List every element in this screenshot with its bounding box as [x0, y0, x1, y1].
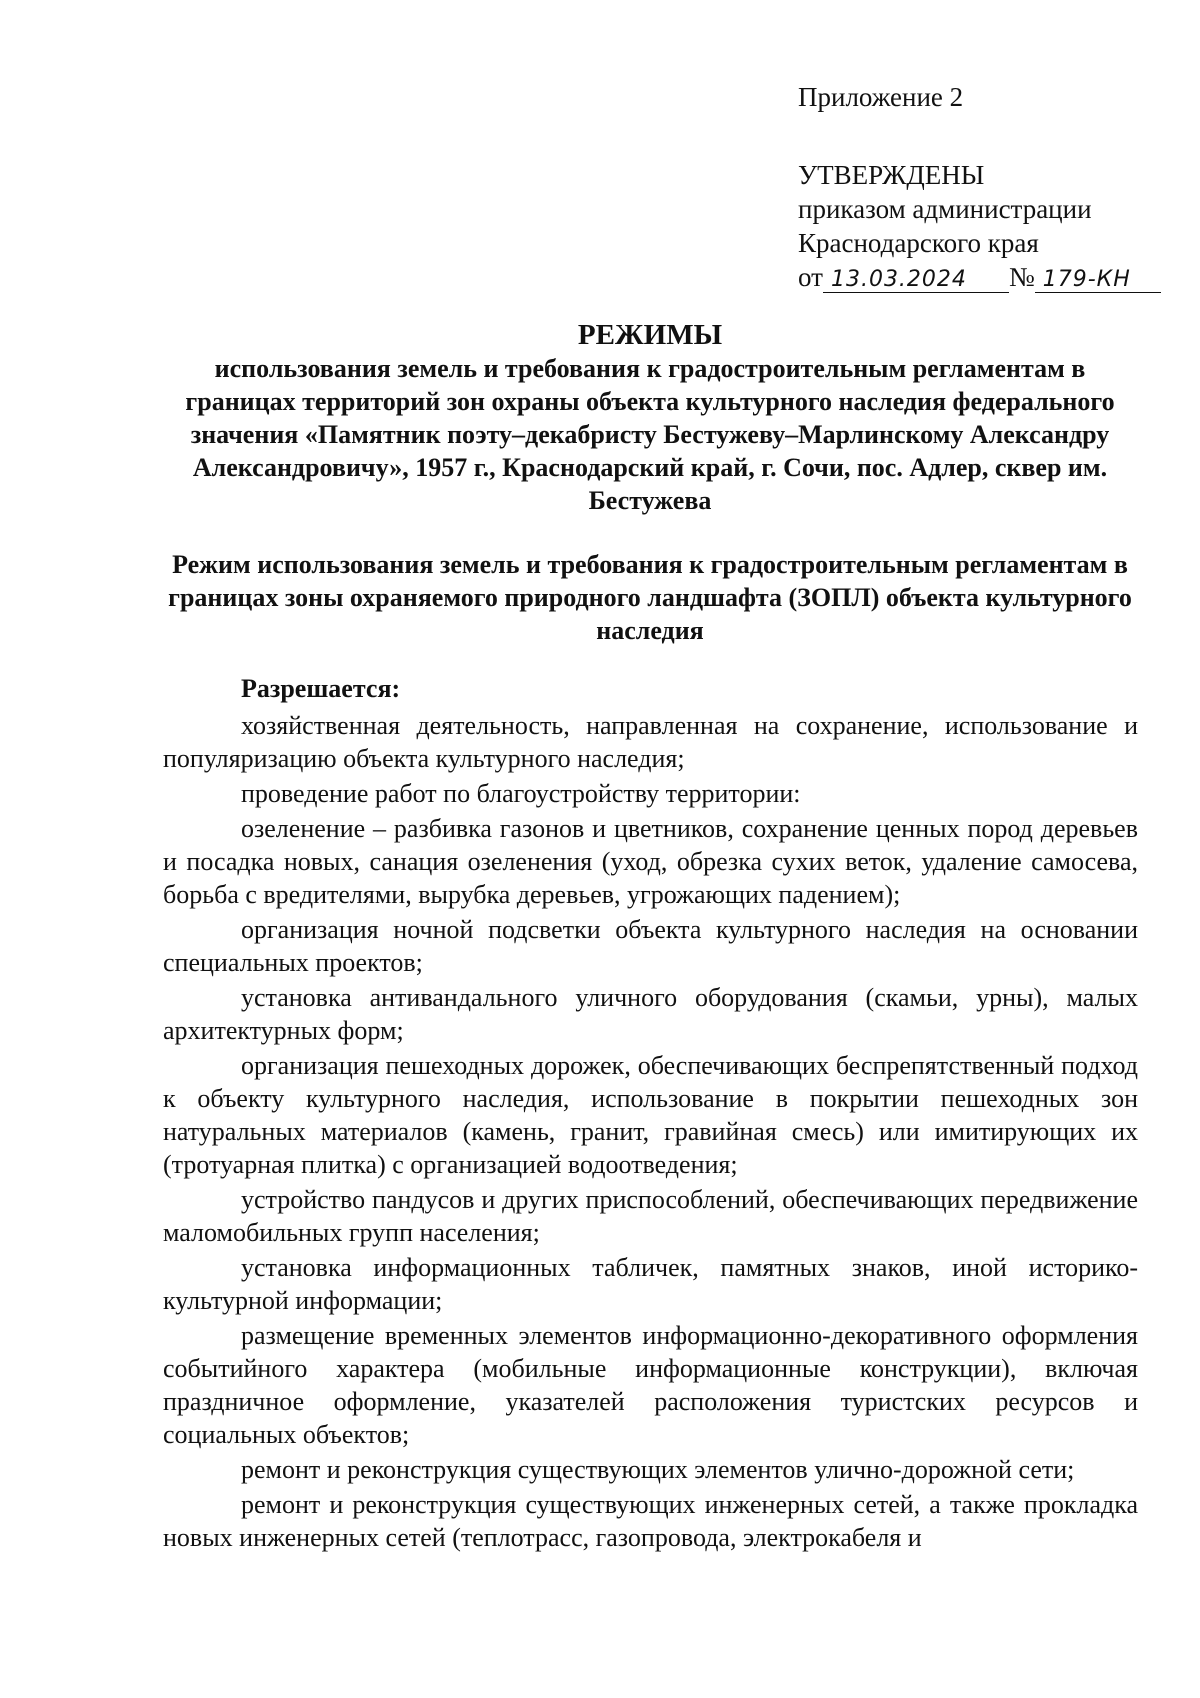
- paragraph: ремонт и реконструкция существующих инженерных сетей, а также прокладка новых инженерных сетей (теплотрасс, газопровода, электрокабеля и: [163, 1490, 1138, 1552]
- paragraph: установка антивандального уличного оборудования (скамьи, урны), малых архитектурных форм;: [163, 983, 1138, 1045]
- paragraph: озеленение – разбивка газонов и цветников, сохранение ценных пород деревьев и посадка новых, санация озеленения (уход, обрезка сухих веток, удаление самосева, борьба с вредителями, вырубка деревьев, угрожающих падением);: [163, 814, 1138, 909]
- document-title: РЕЖИМЫ: [577, 319, 723, 351]
- number-label: №: [1008, 262, 1035, 292]
- paragraph: организация ночной подсветки объекта культурного наследия на основании специальных проектов;: [163, 915, 1138, 977]
- document-subtitle: использования земель и требования к градостроительным регламентам в границах территорий зон охраны объекта культурного наследия федерального значения «Памятник поэту–декабристу Бестужеву–Марлинскому Александру Александровичу», 1957 г., Краснодарский край, г. Сочи, пос. Адлер, сквер им. Бестужева: [185, 354, 1115, 515]
- order-line-2: Краснодарского края: [798, 228, 1039, 258]
- handwritten-number: 179-КН: [1035, 268, 1161, 293]
- paragraph: ремонт и реконструкция существующих элементов улично-дорожной сети;: [241, 1455, 1075, 1484]
- document-body: [163, 672, 1138, 1556]
- handwritten-date: 13.03.2024: [823, 268, 1009, 293]
- paragraph: проведение работ по благоустройству территории:: [241, 779, 801, 808]
- order-line-1: приказом администрации: [798, 194, 1092, 224]
- order-date-number-line: [798, 260, 1178, 294]
- allowed-heading: Разрешается:: [241, 674, 401, 703]
- paragraph: установка информационных табличек, памятных знаков, иной историко-культурной информации;: [163, 1253, 1138, 1315]
- paragraph: устройство пандусов и других приспособлений, обеспечивающих передвижение маломобильных групп населения;: [163, 1185, 1138, 1247]
- from-label: от: [798, 262, 823, 292]
- appendix-label: Приложение 2: [798, 82, 964, 112]
- paragraph: хозяйственная деятельность, направленная на сохранение, использование и популяризацию объекта культурного наследия;: [163, 711, 1138, 773]
- document-title-block: [160, 318, 1140, 517]
- paragraph: организация пешеходных дорожек, обеспечивающих беспрепятственный подход к объекту культурного наследия, использование в покрытии пешеходных зон натуральных материалов (камень, гранит, гравийная смесь) или имитирующих их (тротуарная плитка) с организацией водоотведения;: [163, 1051, 1138, 1179]
- approval-block: [798, 80, 1178, 294]
- section-title: Режим использования земель и требования к градостроительным регламентам в границах зоны охраняемого природного ландшафта (ЗОПЛ) объекта культурного наследия: [168, 550, 1132, 645]
- approved-label: УТВЕРЖДЕНЫ: [798, 160, 985, 190]
- paragraph: размещение временных элементов информационно-декоративного оформления событийного характера (мобильные информационные конструкции), включая праздничное оформление, указателей расположения туристских ресурсов и социальных объектов;: [163, 1321, 1138, 1449]
